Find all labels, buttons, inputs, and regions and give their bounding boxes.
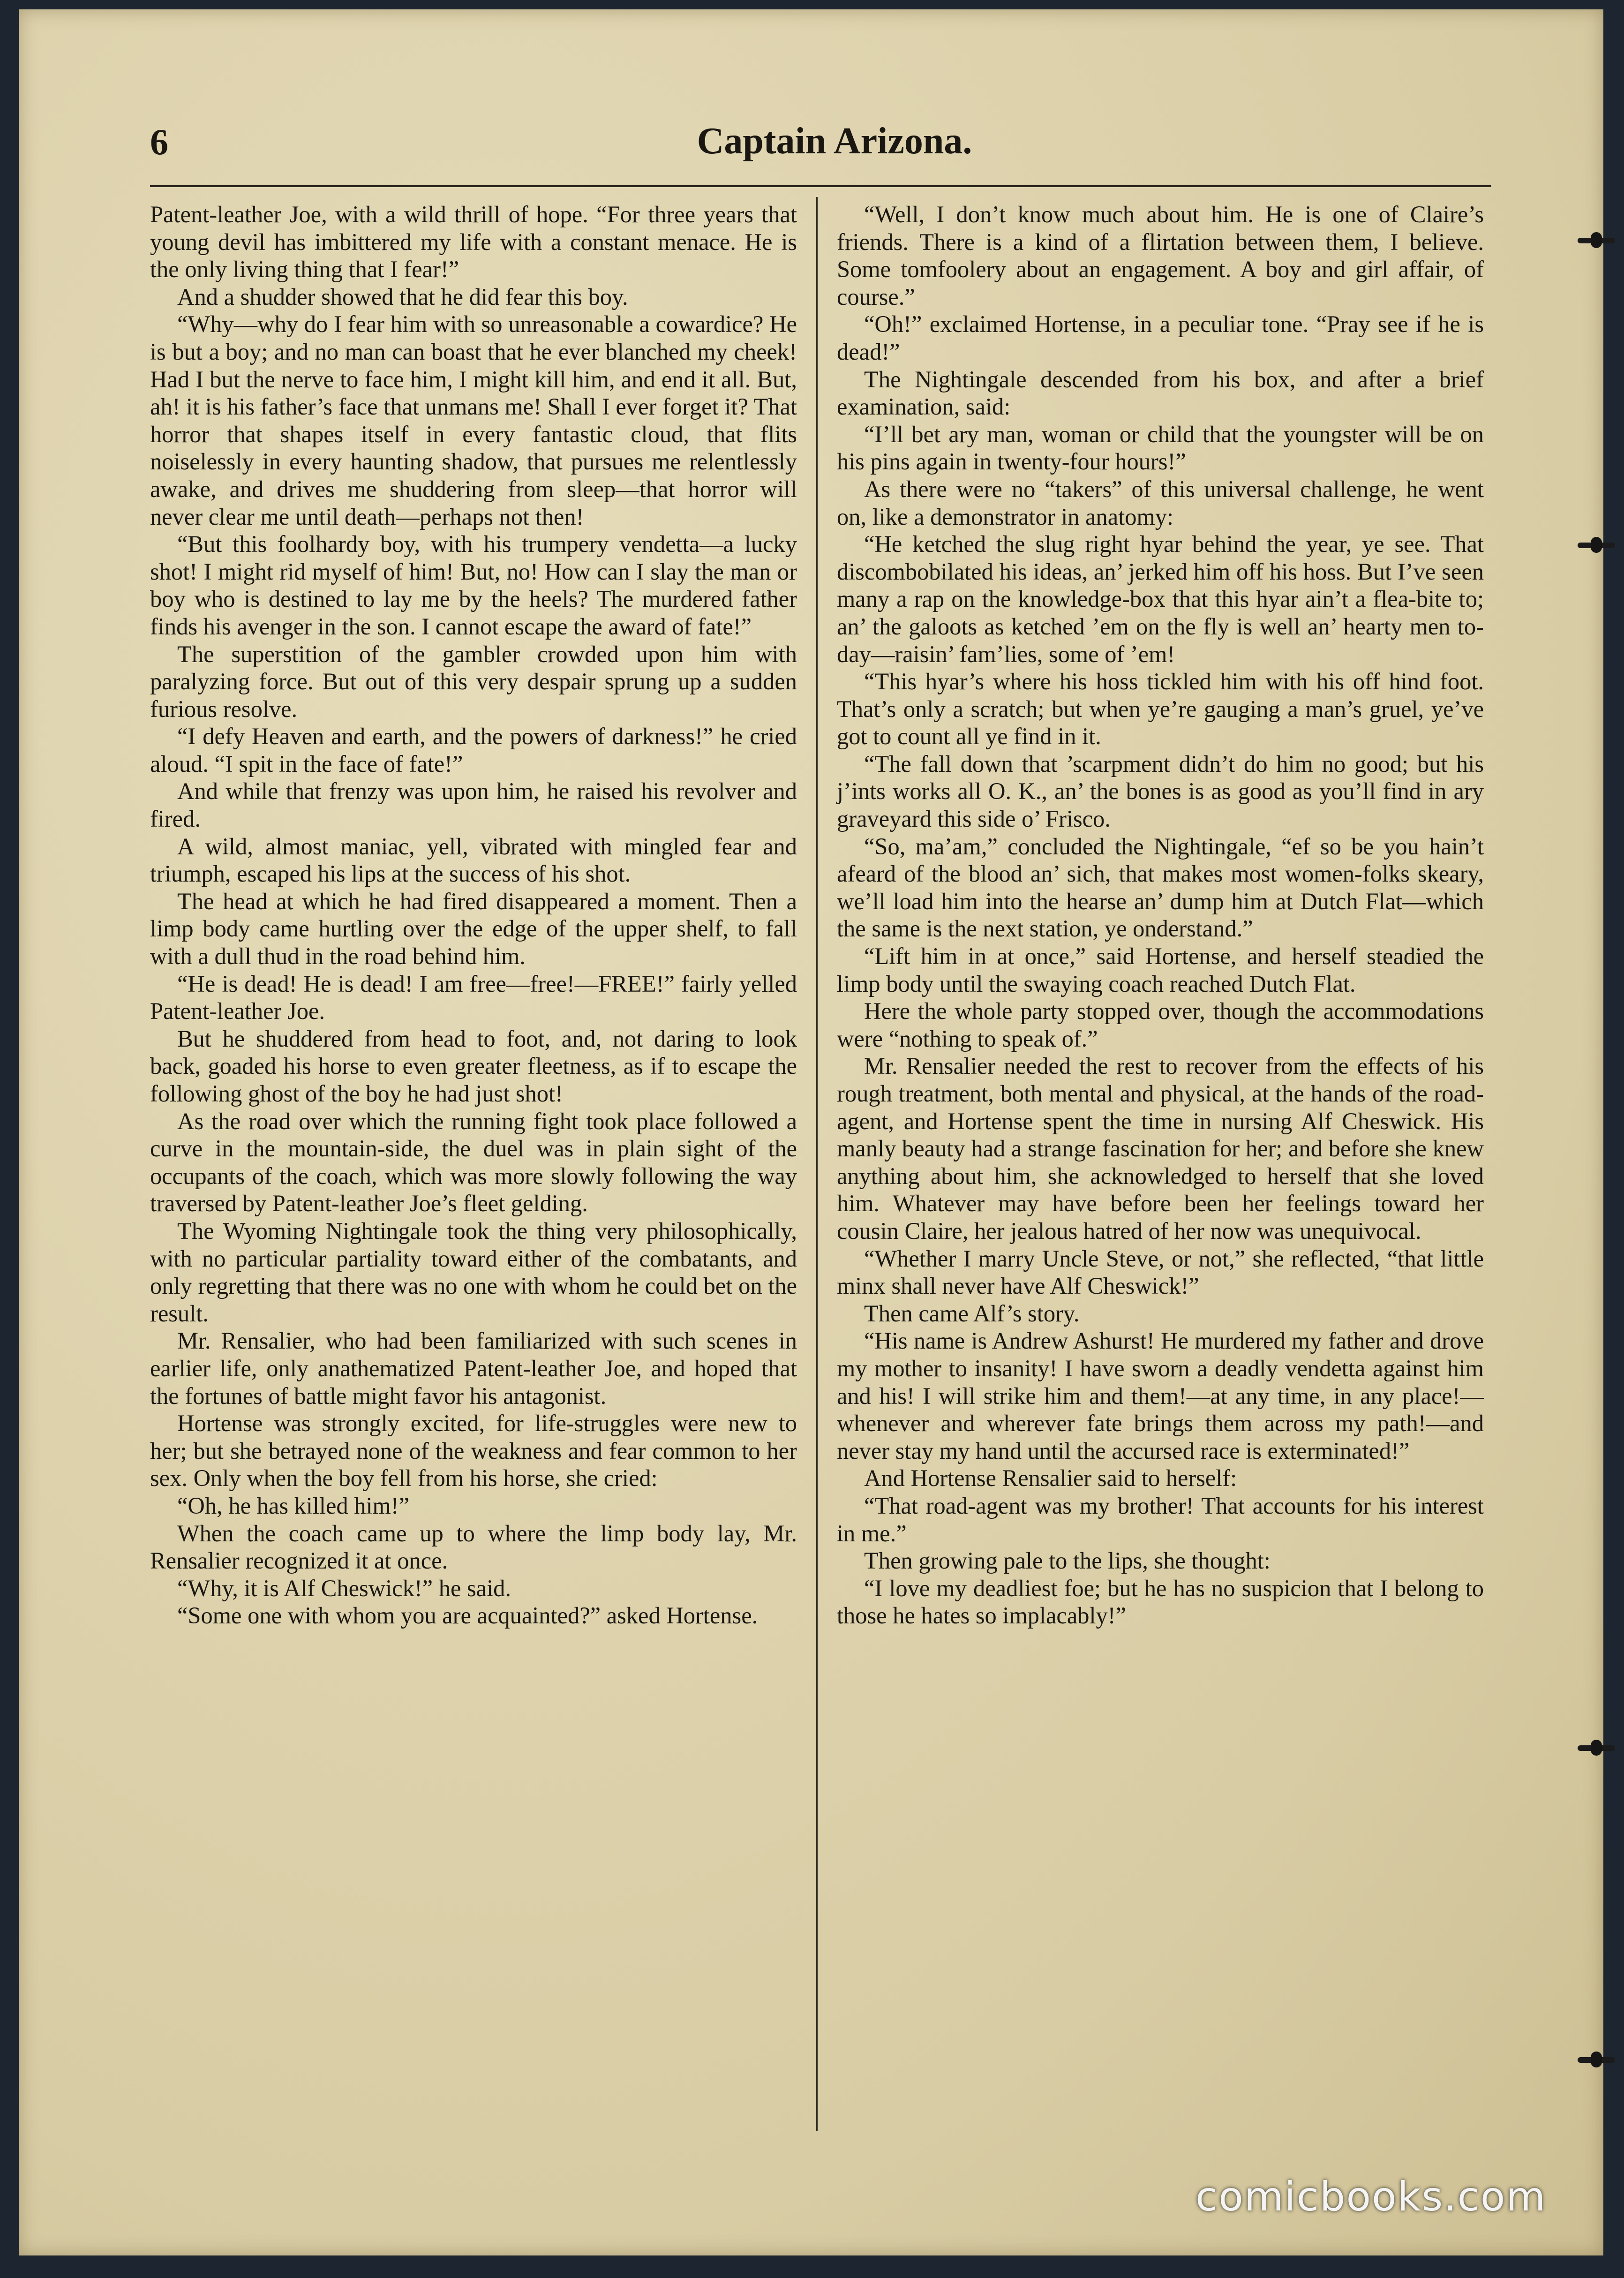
paragraph: The Wyoming Nightingale took the thing very philosophically, with no particular partiality toward either of the combatants, and only regretting that there was no one with whom he could bet on the result. <box>150 1217 797 1327</box>
paragraph: “Oh!” exclaimed Hortense, in a peculiar tone. “Pray see if he is dead!” <box>837 311 1484 365</box>
paragraph: Mr. Rensalier, who had been familiarized with such scenes in earlier life, only anathematized Patent-leather Joe, and hoped that the fortunes of battle might favor his antagonist. <box>150 1328 797 1409</box>
page-number: 6 <box>150 121 168 162</box>
paragraph: “So, ma’am,” concluded the Nightingale, “ef so be you hain’t afeard of the blood an’ sich, that makes most women-folks skeary, we’ll load him into the hearse an’ dump him at Dutch Flat—which the same is the next station, ye onderstand.” <box>837 833 1484 942</box>
binding-thread-icon <box>1578 2052 1615 2067</box>
paragraph: Here the whole party stopped over, though the accommodations were “nothing to speak of.” <box>837 998 1484 1052</box>
watermark: comicbooks.com <box>1195 2173 1547 2220</box>
paragraph: And Hortense Rensalier said to herself: <box>864 1465 1237 1492</box>
paragraph: Then growing pale to the lips, she thought: <box>864 1547 1271 1574</box>
paragraph: The head at which he had fired disappeared a moment. Then a limp body came hurtling over the edge of the upper shelf, to fall with a dull thud in the road behind him. <box>150 888 797 970</box>
paragraph: “Why, it is Alf Cheswick!” he said. <box>177 1575 511 1601</box>
column-divider <box>816 197 818 2131</box>
magazine-page <box>19 9 1603 2255</box>
binding-thread-icon <box>1578 232 1615 248</box>
paragraph: “But this foolhardy boy, with his trumpery vendetta—a lucky shot! I might rid myself of him! But, no! How can I slay the man or boy who is destined to lay me by the heels? The murdered father finds his avenger in the son. I cannot escape the award of fate!” <box>150 531 797 640</box>
paragraph: “He is dead! He is dead! I am free—free!—FREE!” fairly yelled Patent-leather Joe. <box>150 970 797 1025</box>
running-title: Captain Arizona. <box>697 121 972 162</box>
binding-thread-icon <box>1578 1740 1615 1756</box>
paragraph: But he shuddered from head to foot, and, not daring to look back, goaded his horse to even greater fleetness, as if to escape the following ghost of the boy he had just shot! <box>150 1025 797 1107</box>
paragraph: “Well, I don’t know much about him. He is one of Claire’s friends. There is a kind of a flirtation between them, I believe. Some tomfoolery about an engagement. A boy and girl affair, of course.” <box>837 201 1484 310</box>
right-column <box>837 201 1484 1629</box>
paragraph: And a shudder showed that he did fear this boy. <box>177 283 628 310</box>
paragraph: A wild, almost maniac, yell, vibrated with mingled fear and triumph, escaped his lips at the success of his shot. <box>150 833 797 887</box>
paragraph: And while that frenzy was upon him, he raised his revolver and fired. <box>150 778 797 832</box>
paragraph: “That road-agent was my brother! That accounts for his interest in me.” <box>837 1492 1484 1546</box>
paragraph: “This hyar’s where his hoss tickled him with his off hind foot. That’s only a scratch; but when ye’re gauging a man’s gruel, ye’ve got to count all ye find in it. <box>837 668 1484 750</box>
paragraph: “Some one with whom you are acquainted?” asked Hortense. <box>177 1602 758 1629</box>
paragraph: “Why—why do I fear him with so unreasonable a cowardice? He is but a boy; and no man can boast that he ever blanched my cheek! Had I but the nerve to face him, I might kill him, and end it all. But, ah! it is his father’s face that unmans me! Shall I ever forget it? That horror that shapes itself in every fantastic cloud, that flits noiselessly in every haunting shadow, that pursues me relentlessly awake, and drives me shuddering from sleep—that horror will never clear me until death—perhaps not then! <box>150 311 797 530</box>
paragraph: As there were no “takers” of this universal challenge, he went on, like a demonstrator in anatomy: <box>837 475 1484 530</box>
paragraph: “Whether I marry Uncle Steve, or not,” she reflected, “that little minx shall never have Alf Cheswick!” <box>837 1245 1484 1299</box>
left-column <box>150 201 797 1629</box>
paragraph: The superstition of the gambler crowded upon him with paralyzing force. But out of this very despair sprung up a sudden furious resolve. <box>150 641 797 722</box>
paragraph: “The fall down that ’scarpment didn’t do him no good; but his j’ints works all O. K., an’ the bones is as good as you’ll find in ary graveyard this side o’ Frisco. <box>837 750 1484 832</box>
paragraph: “I love my deadliest foe; but he has no suspicion that I belong to those he hates so implacably!” <box>837 1575 1484 1629</box>
paragraph: The Nightingale descended from his box, and after a brief examination, said: <box>837 366 1484 420</box>
paragraph: Mr. Rensalier needed the rest to recover from the effects of his rough treatment, both mental and physical, at the hands of the road-agent, and Hortense spent the time in nursing Alf Cheswick. His manly beauty had a strange fascination for her; and before she knew anything about him, she acknowledged to herself that she loved him. Whatever may have before been her feelings toward her cousin Claire, her jealous hatred of her now was unequivocal. <box>837 1053 1484 1244</box>
paragraph: Patent-leather Joe, with a wild thrill of hope. “For three years that young devil has imbittered my life with a constant menace. He is the only living thing that I fear!” <box>150 201 797 283</box>
paragraph: “He ketched the slug right hyar behind the year, ye see. That discombobilated his ideas, an’ jerked him off his hoss. But I’ve seen many a rap on the knowledge-box that this hyar ain’t a flea-bite to; an’ the galoots as ketched ’em on the fly is well an’ hearty men to-day—raisin’ fam’lies, some of ’em! <box>837 531 1484 667</box>
paragraph: “Oh, he has killed him!” <box>177 1492 410 1519</box>
paragraph: “His name is Andrew Ashurst! He murdered my father and drove my mother to insanity! I have sworn a deadly vendetta against him and his! I will strike him and them!—at any time, in any place!—whenever and wherever fate brings them across my path!—and never stay my hand until the accursed race is exterminated!” <box>837 1328 1484 1464</box>
binding-thread-icon <box>1578 537 1615 553</box>
paragraph: Then came Alf’s story. <box>864 1300 1080 1327</box>
paragraph: “Lift him in at once,” said Hortense, and herself steadied the limp body until the swaying coach reached Dutch Flat. <box>837 943 1484 997</box>
paragraph: Hortense was strongly excited, for life-struggles were new to her; but she betrayed none of the weakness and fear common to her sex. Only when the boy fell from his horse, she cried: <box>150 1410 797 1492</box>
paragraph: As the road over which the running fight took place followed a curve in the mountain-side, the duel was in plain sight of the occupants of the coach, which was more slowly following the way traversed by Patent-leather Joe’s fleet gelding. <box>150 1108 797 1217</box>
header-rule <box>150 185 1491 187</box>
paragraph: “I’ll bet ary man, woman or child that the youngster will be on his pins again in twenty-four hours!” <box>837 421 1484 475</box>
paragraph: When the coach came up to where the limp body lay, Mr. Rensalier recognized it at once. <box>150 1520 797 1574</box>
paragraph: “I defy Heaven and earth, and the powers of darkness!” he cried aloud. “I spit in the face of fate!” <box>150 723 797 777</box>
